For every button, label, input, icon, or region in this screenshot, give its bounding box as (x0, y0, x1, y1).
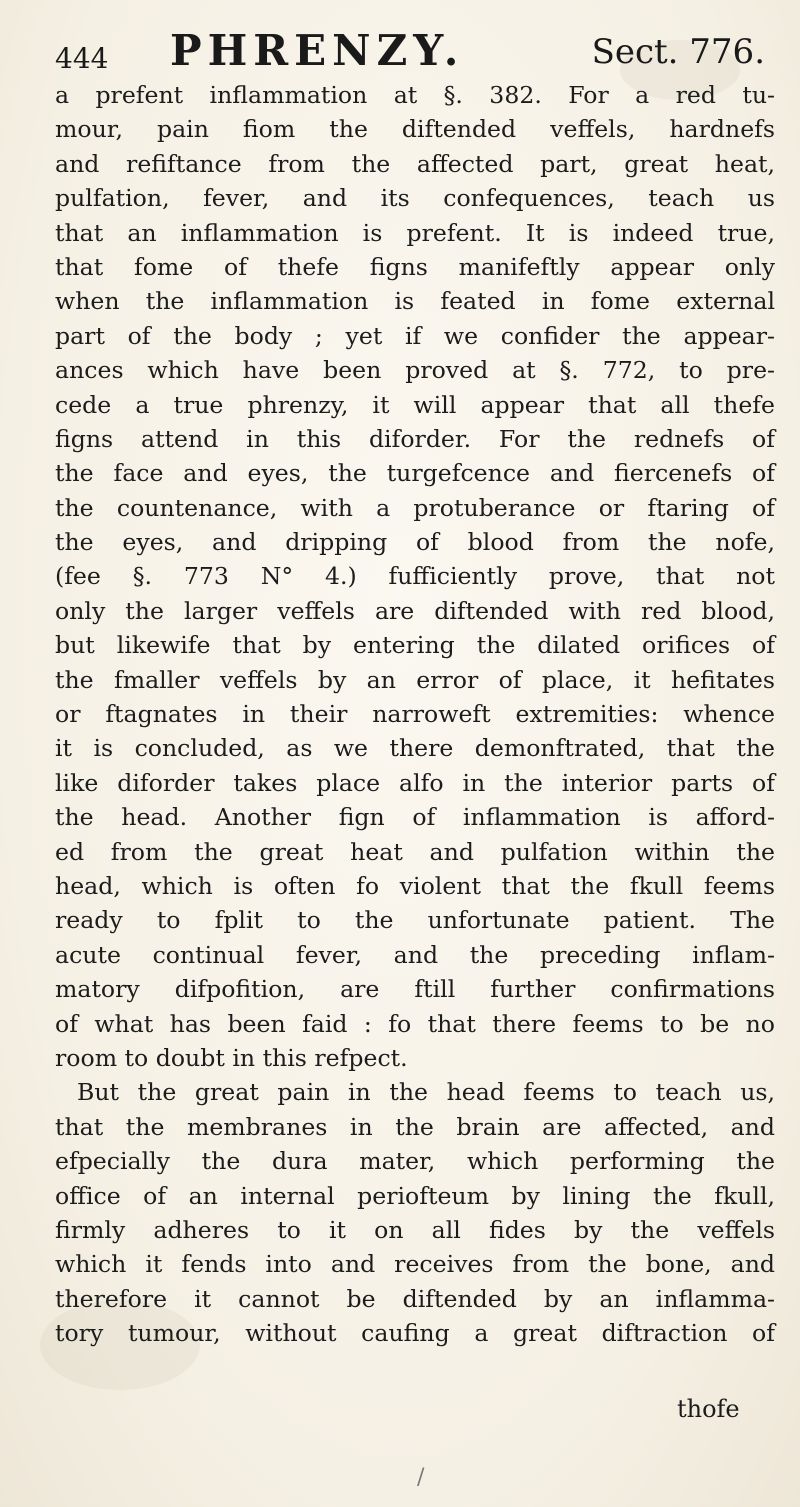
text-line: cede a true phrenzy, it will appear that all thefe (55, 390, 775, 419)
text-line: figns attend in this diforder. For the rednefs of (55, 424, 775, 453)
text-line: but likewife that by entering the dilated orifices of (55, 631, 775, 660)
page-number: 444 (55, 42, 109, 75)
text-line: head, which is often fo violent that the fkull feems (55, 871, 775, 900)
text-line: that an inflammation is prefent. It is indeed true, (55, 218, 775, 247)
text-line: pulfation, fever, and its confequences, teach us (55, 184, 775, 213)
text-line: But the great pain in the head feems to teach us, (77, 1078, 775, 1107)
text-line: (fee §. 773 N° 4.) fufficiently prove, that not (55, 562, 775, 591)
text-line: the countenance, with a protuberance or ftaring of (55, 493, 775, 522)
text-line: part of the body ; yet if we confider the appear- (55, 321, 775, 350)
catchword: thofe (677, 1395, 740, 1423)
body-text (55, 78, 775, 1350)
text-line: ed from the great heat and pulfation within the (55, 837, 775, 866)
text-line: mour, pain fiom the diftended veffels, hardnefs (55, 115, 775, 144)
text-line: office of an internal periofteum by lining the fkull, (55, 1181, 775, 1210)
stray-ink-mark: / (417, 1465, 425, 1490)
text-line: that fome of thefe figns manifeftly appear only (55, 252, 775, 281)
text-line: matory difpofition, are ftill further confirmations (55, 975, 775, 1004)
text-line: tory tumour, without caufing a great diftraction of (55, 1319, 775, 1348)
page-header (55, 20, 765, 80)
text-line: that the membranes in the brain are affected, and (55, 1112, 775, 1141)
text-line: it is concluded, as we there demonftrated, that the (55, 734, 775, 763)
text-line: the head. Another fign of inflammation is afford- (55, 803, 775, 832)
text-line: room to doubt in this refpect. (55, 1043, 408, 1072)
text-line: efpecially the dura mater, which performing the (55, 1147, 775, 1176)
text-line: like diforder takes place alfo in the interior parts of (55, 768, 775, 797)
text-line: ready to fplit to the unfortunate patient. The (55, 906, 775, 935)
text-line: only the larger veffels are diftended with red blood, (55, 596, 775, 625)
text-line: the eyes, and dripping of blood from the nofe, (55, 528, 775, 557)
text-line: when the inflammation is feated in fome external (55, 287, 775, 316)
text-line: or ftagnates in their narroweft extremities: whence (55, 700, 775, 729)
running-title: PHRENZY. (170, 26, 465, 75)
text-line: of what has been faid : fo that there feems to be no (55, 1009, 775, 1038)
text-line: firmly adheres to it on all fides by the veffels (55, 1215, 775, 1244)
section-reference: Sect. 776. (591, 32, 765, 72)
text-line: acute continual fever, and the preceding inflam- (55, 940, 775, 969)
text-line: and refiftance from the affected part, great heat, (55, 149, 775, 178)
text-line: the fmaller veffels by an error of place, it hefitates (55, 665, 775, 694)
text-line: which it fends into and receives from the bone, and (55, 1250, 775, 1279)
text-line: a prefent inflammation at §. 382. For a red tu- (55, 81, 775, 109)
text-line: ances which have been proved at §. 772, to pre- (55, 356, 775, 385)
text-line: therefore it cannot be diftended by an inflamma- (55, 1284, 775, 1313)
text-line: the face and eyes, the turgefcence and fiercenefs of (55, 459, 775, 488)
